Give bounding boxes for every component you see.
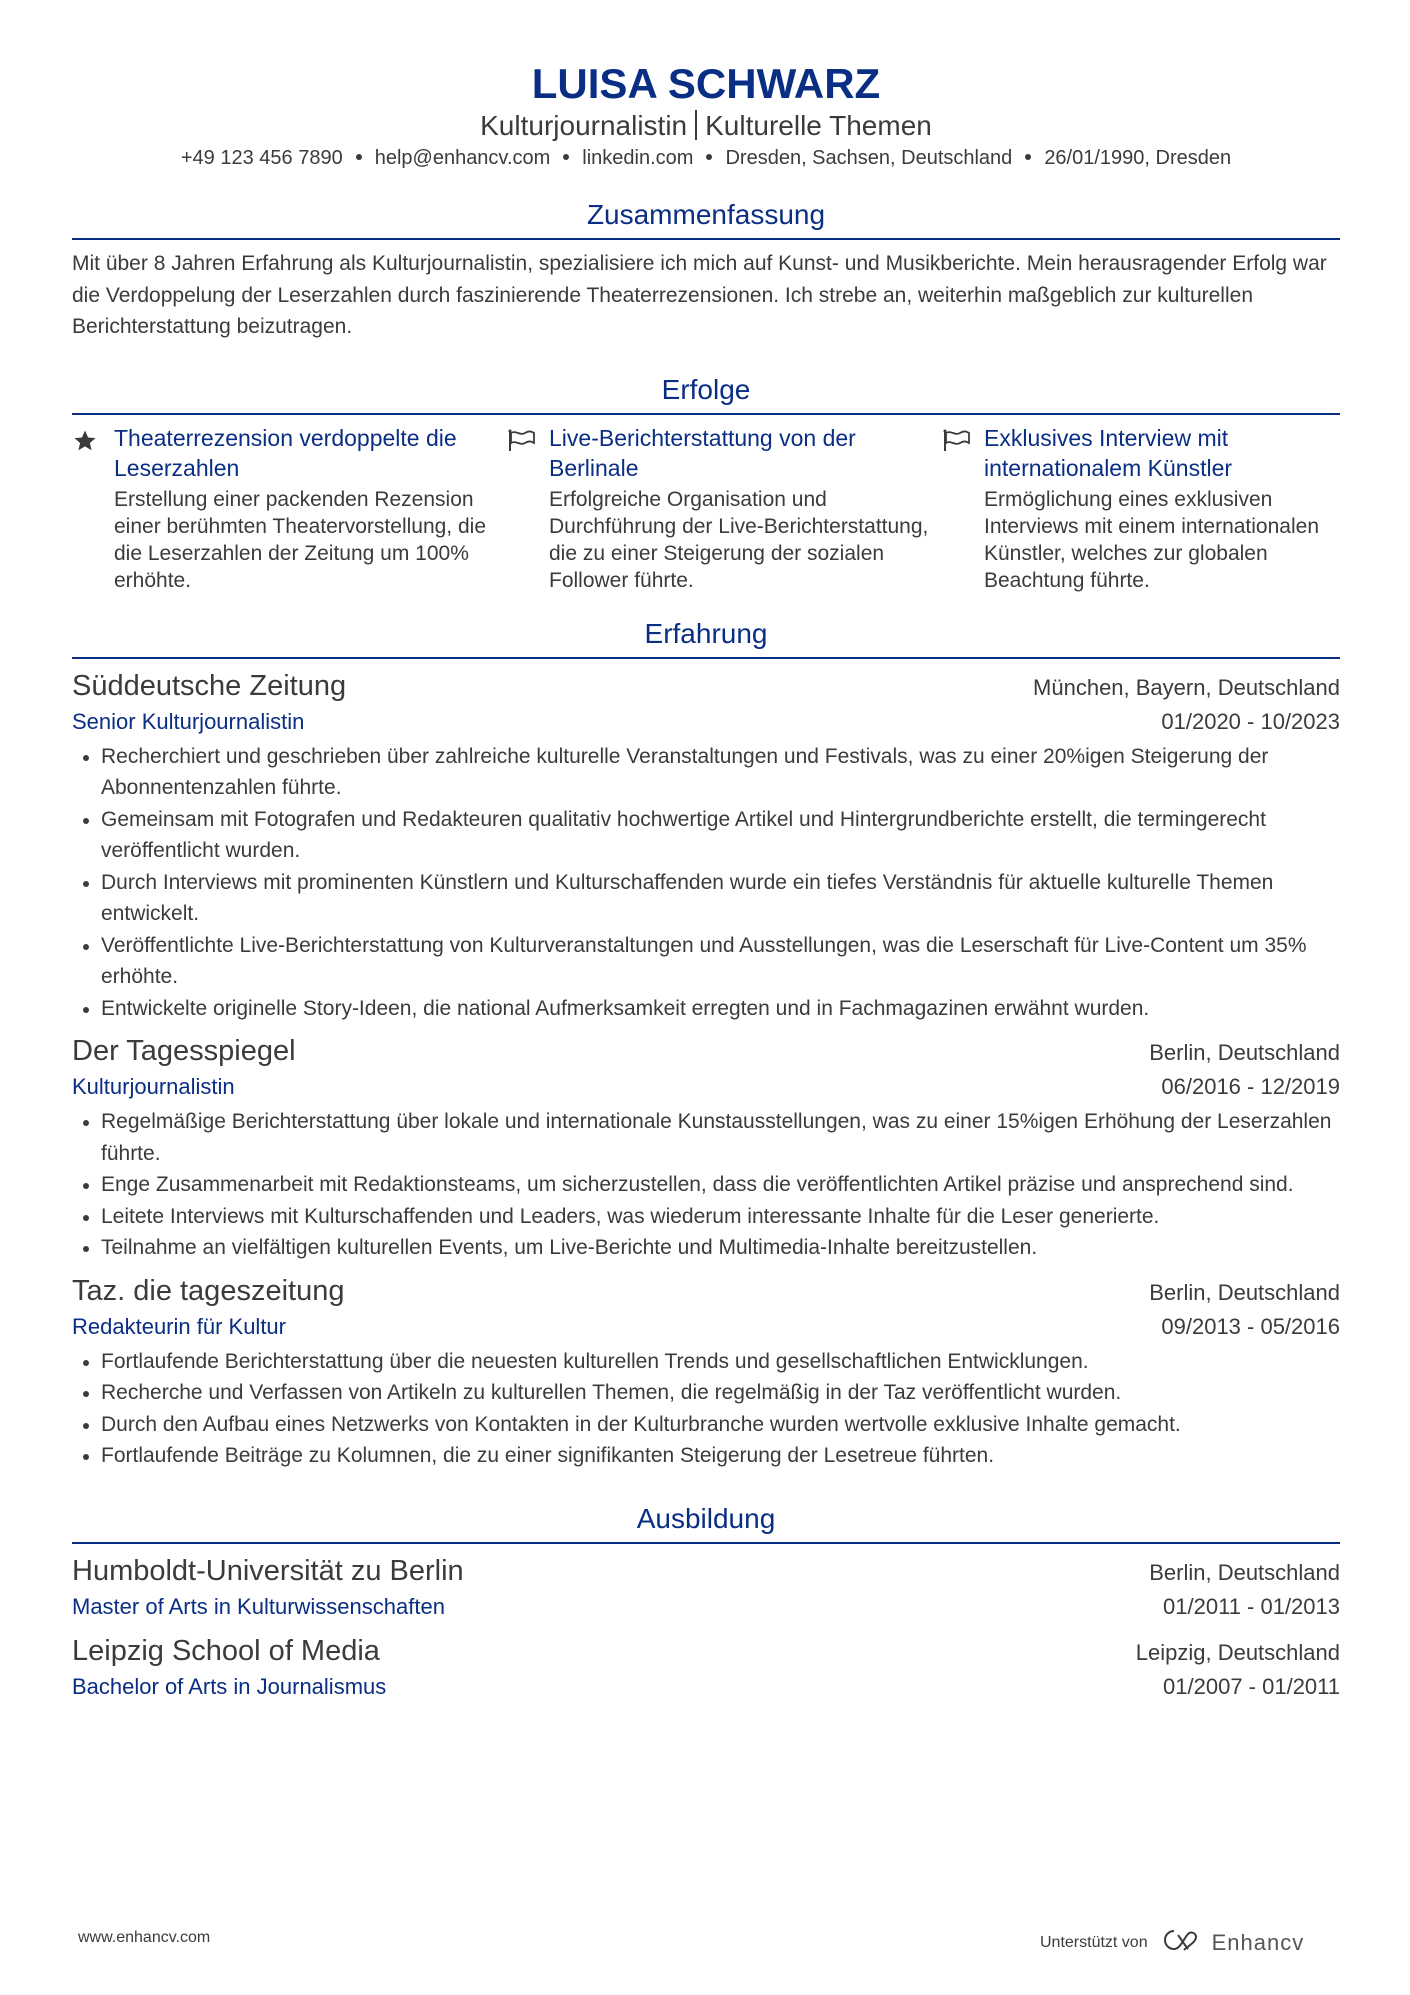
bullet-item: Recherchiert und geschrieben über zahlreiche kulturelle Veranstaltungen und Festivals, was zu einer 20%igen Steigerung der Abonnentenzahlen führte.	[72, 741, 1340, 804]
bullet-item: Gemeinsam mit Fotografen und Redakteuren qualitativ hochwertige Artikel und Hintergrundberichte erstellt, die termingerecht veröffentlicht wurden.	[72, 804, 1340, 867]
bullet-separator	[356, 154, 362, 160]
school-location: Berlin, Deutschland	[1149, 1559, 1340, 1585]
candidate-name: LUISA SCHWARZ	[531, 60, 881, 107]
achievement-item	[942, 423, 1340, 595]
section-heading-education: Ausbildung	[72, 1502, 1340, 1544]
job-entry	[72, 667, 1340, 1025]
job-location: Berlin, Deutschland	[1149, 1279, 1340, 1305]
experience-section	[72, 617, 1340, 1472]
contact-email[interactable]: help@enhancv.com	[374, 147, 551, 169]
bullet-item: Recherche und Verfassen von Artikeln zu kulturellen Themen, die regelmäßig in der Taz veröffentlicht wurden.	[72, 1377, 1340, 1409]
education-entry	[72, 1632, 1340, 1704]
flag-icon	[507, 423, 549, 595]
contact-birth: 26/01/1990, Dresden	[1044, 147, 1232, 169]
title-right: Kulturelle Themen	[705, 110, 932, 141]
bullet-item: Durch Interviews mit prominenten Künstlern und Kulturschaffenden wurde ein tiefes Verständnis für aktuelle kulturelle Themen entwickelt.	[72, 867, 1340, 930]
education-dates: 01/2011 - 01/2013	[1163, 1593, 1340, 1619]
job-dates: 01/2020 - 10/2023	[1161, 708, 1340, 734]
section-heading-summary: Zusammenfassung	[72, 198, 1340, 240]
contact-info	[72, 144, 1340, 172]
contact-location: Dresden, Sachsen, Deutschland	[725, 147, 1013, 169]
bullet-item: Regelmäßige Berichterstattung über lokale und internationale Kunstausstellungen, was zu einer 15%igen Erhöhung der Leserzahlen führte.	[72, 1106, 1340, 1169]
job-location: Berlin, Deutschland	[1149, 1040, 1340, 1066]
title-separator	[695, 110, 697, 140]
flag-icon	[942, 423, 984, 595]
bullet-item: Veröffentlichte Live-Berichterstattung von Kulturveranstaltungen und Ausstellungen, was die Leserschaft für Live-Content um 35% erhöhte.	[72, 930, 1340, 993]
school-location: Leipzig, Deutschland	[1135, 1639, 1340, 1665]
bullet-separator	[706, 154, 712, 160]
resume-header	[72, 0, 1340, 172]
bullet-item: Durch den Aufbau eines Netzwerks von Kontakten in der Kulturbranche wurden wertvolle exklusive Inhalte gemacht.	[72, 1409, 1340, 1441]
achievement-description: Erfolgreiche Organisation und Durchführung der Live-Berichterstattung, die zu einer Steigerung der sozialen Follower führte.	[549, 487, 929, 593]
company-name: Süddeutsche Zeitung	[72, 669, 347, 702]
achievements-list	[72, 423, 1340, 595]
job-location: München, Bayern, Deutschland	[1033, 674, 1340, 700]
powered-by-label: Unterstützt von	[1040, 1933, 1148, 1951]
degree: Master of Arts in Kulturwissenschaften	[72, 1593, 445, 1619]
company-name: Taz. die tageszeitung	[72, 1274, 345, 1307]
candidate-title	[72, 108, 1340, 144]
achievement-item	[507, 423, 942, 595]
job-bullets	[72, 1346, 1340, 1472]
job-bullets	[72, 1106, 1340, 1264]
bullet-separator	[1025, 154, 1031, 160]
title-left: Kulturjournalistin	[480, 110, 688, 141]
contact-phone: +49 123 456 7890	[180, 147, 343, 169]
bullet-item: Leitete Interviews mit Kulturschaffenden und Leaders, was wiederum interessante Inhalte für die Leser generierte.	[72, 1201, 1340, 1233]
footer-website[interactable]: www.enhancv.com	[78, 1929, 211, 1946]
education-dates: 01/2007 - 01/2011	[1163, 1673, 1340, 1699]
job-dates: 09/2013 - 05/2016	[1161, 1313, 1340, 1339]
brand-name: Enhancv	[1211, 1929, 1305, 1955]
enhancv-logo-icon	[1160, 1927, 1204, 1958]
bullet-item: Teilnahme an vielfältigen kulturellen Events, um Live-Berichte und Multimedia-Inhalte bereitzustellen.	[72, 1232, 1340, 1264]
page-footer	[0, 1927, 1410, 1957]
bullet-item: Fortlaufende Beiträge zu Kolumnen, die zu einer signifikanten Steigerung der Lesetreue führten.	[72, 1440, 1340, 1472]
bullet-item: Enge Zusammenarbeit mit Redaktionsteams, um sicherzustellen, dass die veröffentlichten Artikel präzise und ansprechend sind.	[72, 1169, 1340, 1201]
achievements-section	[72, 373, 1340, 595]
resume-page	[72, 0, 1340, 1704]
summary-section	[72, 198, 1340, 343]
achievement-description: Erstellung einer packenden Rezension einer berühmten Theatervorstellung, die die Leserzahlen der Zeitung um 100% erhöhte.	[114, 487, 487, 593]
job-role: Senior Kulturjournalistin	[72, 708, 305, 734]
company-name: Der Tagesspiegel	[72, 1035, 296, 1068]
summary-text: Mit über 8 Jahren Erfahrung als Kulturjournalistin, spezialisiere ich mich auf Kunst- und Musikberichte. Mein herausragender Erfolg war die Verdoppelung der Leserzahlen durch faszinierende Theaterrezensionen. Ich strebe an, weiterhin maßgeblich zur kulturellen Berichterstattung beizutragen.	[72, 252, 1327, 338]
job-entry	[72, 1032, 1340, 1264]
achievement-title: Live-Berichterstattung von der Berlinale	[549, 424, 856, 481]
star-icon	[72, 423, 114, 595]
section-heading-achievements: Erfolge	[72, 373, 1340, 415]
achievement-item	[72, 423, 507, 595]
job-entry	[72, 1272, 1340, 1472]
bullet-item: Entwickelte originelle Story-Ideen, die national Aufmerksamkeit erregten und in Fachmagazinen erwähnt wurden.	[72, 993, 1340, 1025]
job-role: Redakteurin für Kultur	[72, 1313, 286, 1339]
school-name: Humboldt-Universität zu Berlin	[72, 1554, 464, 1587]
footer-branding	[1040, 1927, 1304, 1958]
degree: Bachelor of Arts in Journalismus	[72, 1673, 387, 1699]
section-heading-experience: Erfahrung	[72, 617, 1340, 659]
bullet-item: Fortlaufende Berichterstattung über die neuesten kulturellen Trends und gesellschaftlichen Entwicklungen.	[72, 1346, 1340, 1378]
job-bullets	[72, 741, 1340, 1025]
education-entry	[72, 1552, 1340, 1624]
achievement-description: Ermöglichung eines exklusiven Interviews mit einem internationalen Künstler, welches zur globalen Beachtung führte.	[984, 487, 1319, 593]
job-dates: 06/2016 - 12/2019	[1161, 1074, 1340, 1100]
achievement-title: Theaterrezension verdoppelte die Leserzahlen	[114, 424, 457, 481]
education-section	[72, 1502, 1340, 1704]
achievement-title: Exklusives Interview mit internationalem Künstler	[984, 424, 1233, 481]
contact-linkedin[interactable]: linkedin.com	[582, 147, 694, 169]
school-name: Leipzig School of Media	[72, 1634, 380, 1667]
bullet-separator	[563, 154, 569, 160]
job-role: Kulturjournalistin	[72, 1074, 235, 1100]
